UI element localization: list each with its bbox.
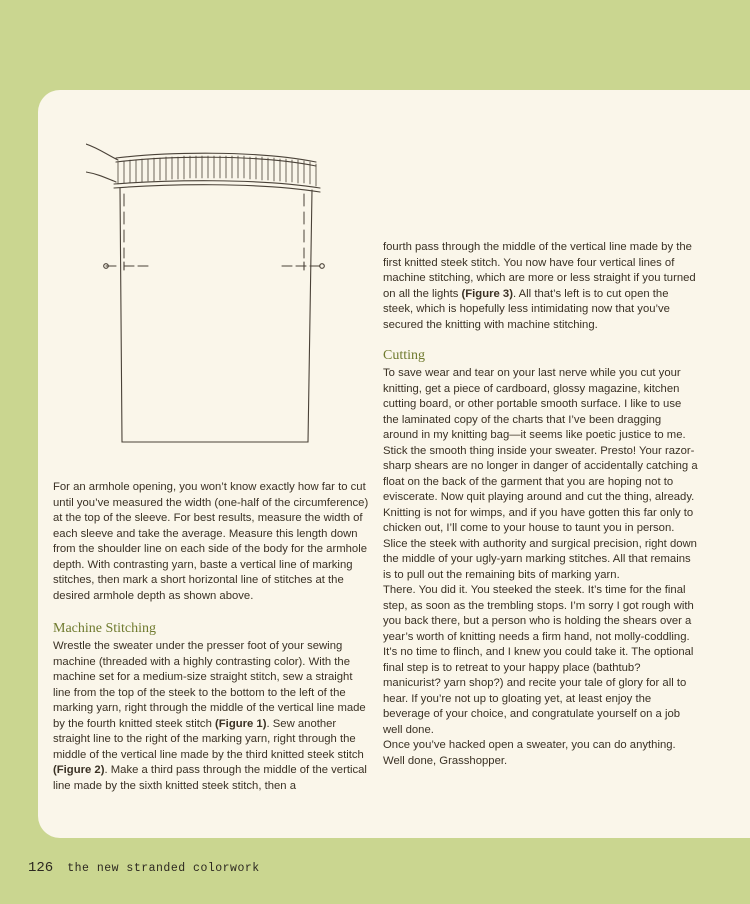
machine-stitching-heading: Machine Stitching (53, 621, 157, 636)
right-column (383, 240, 699, 769)
text-run: fourth pass through the middle of the vertical line made by the first knitted steek stitch. You now have four vertical lines of machine stitching, which are more or less straight if you turned on all the lights (383, 241, 696, 300)
text-run: Wrestle the sweater under the presser foot of your sewing machine (threaded with a highly contrasting color). With the machine set for a medium-size straight stitch, sew a straight line from the top of the steek to the bottom to the left of the marking yarn, right through the middle of the vertical line made by the fourth knitted steek stitch (53, 640, 366, 730)
text-run: . Sew another straight line to the right of the marking yarn, right through the middle of the vertical line made by the third knitted steek stitch (53, 717, 364, 761)
sleeve-marking-illustration (86, 132, 350, 454)
sweater-sleeve-drawing (86, 132, 350, 454)
left-column (53, 480, 371, 794)
cutting-paragraph: To save wear and tear on your last nerve while you cut your knitting, get a piece of cardboard, glossy magazine, kitchen cutting board, or other portable smooth surface. I like to use the laminated copy of the charts that I’ve been dragging around in my knitting bag—it seems like poetic justice to me. Stick the smooth thing inside your sweater. Presto! Your razor-sharp shears are no longer in danger of accidentally catching a float on the back of the garment that you are hoping not to eviscerate. Now quit playing around and cut the thing, already. Knitting is not for wimps, and if you have gotten this far only to chicken out, I’ll come to your house to taunt you in person. Slice the steek with authority and surgical precision, right down the middle of your ugly-yarn marking stitches. All that remains is to pull out the remaining bits of marking yarn. (383, 367, 698, 581)
figure-2-reference: (Figure 2) (53, 764, 105, 776)
text-run: . All that’s left is to cut open the steek, which is hopefully less intimidating now that you’ve secured the knitting with machine stitching. (383, 287, 670, 331)
armhole-paragraph: For an armhole opening, you won’t know exactly how far to cut until you’ve measured the width (one-half of the circumference) at the top of the sleeve. For best results, measure the width of each sleeve and take the average. Measure this length down from the shoulder line on each side of the body for the armhole depth. With contrasting yarn, baste a vertical line of marking stitches, then mark a short horizontal line of stitches at the desired armhole depth as shown above. (53, 481, 369, 602)
machine-stitching-paragraph (53, 639, 371, 794)
figure-1-reference: (Figure 1) (215, 717, 267, 730)
continuation-paragraph (383, 240, 699, 333)
final-step-paragraph: There. You did it. You steeked the steek. It’s time for the final step, as soon as the trembling stops. I’m sorry I got rough with you back there, but a person who is holding the shears over a year’s worth of knitting needs a firm hand, not molly-coddling. It’s no time to flinch, and I knew you could take it. The optional final step is to retreat to your happy place (bathtub? manicurist? yarn shop?) and recite your tale of glory for all to hear. If you’re not up to gloating yet, at least enjoy the beverage of your choice, and congratulate yourself on a job well done. (383, 584, 694, 736)
cutting-heading: Cutting (383, 348, 426, 363)
book-title: the new stranded colorwork (67, 862, 260, 875)
page-footer (28, 858, 260, 876)
text-run: . Make a third pass through the middle of the vertical line made by the sixth knitted steek stitch, then a (53, 764, 367, 792)
figure-3-reference: (Figure 3) (461, 287, 513, 300)
closing-paragraph: Once you’ve hacked open a sweater, you can do anything. Well done, Grasshopper. (383, 739, 676, 767)
page-number: 126 (28, 860, 54, 876)
